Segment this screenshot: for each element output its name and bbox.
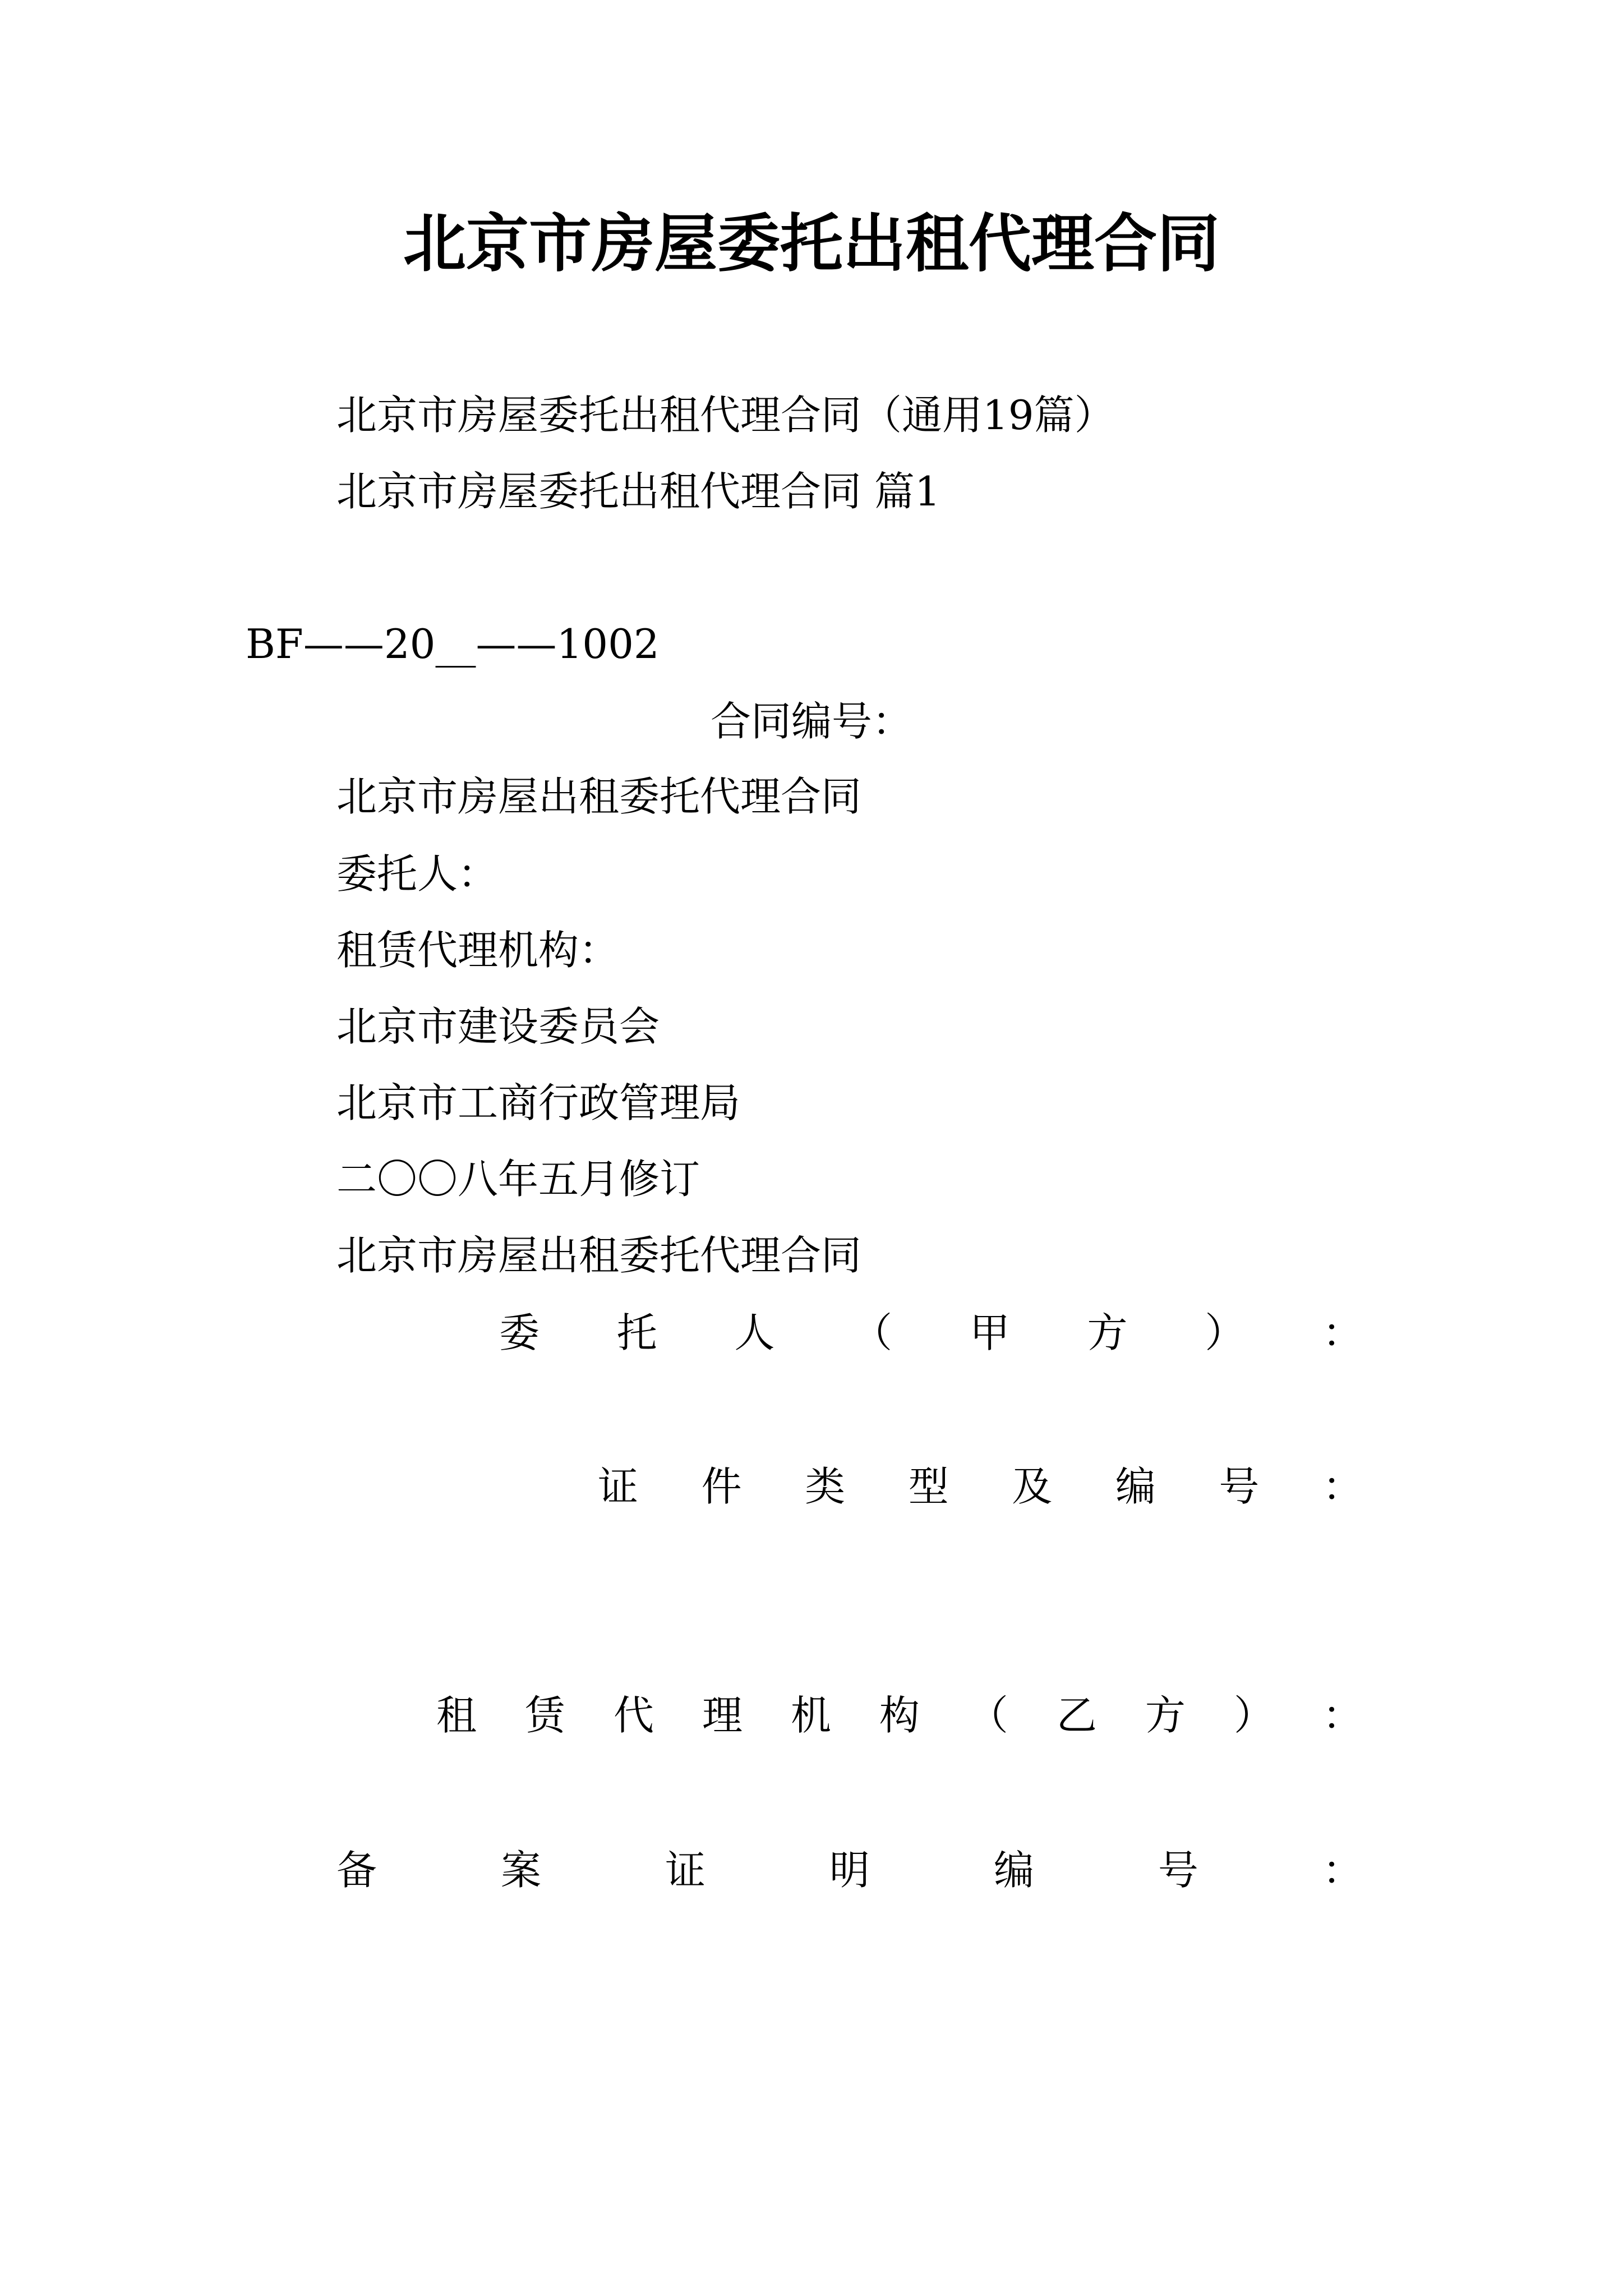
contract-name: 北京市房屋出租委托代理合同 (336, 1232, 862, 1279)
subtitle-collection: 北京市房屋委托出租代理合同（通用19篇） (336, 392, 1115, 439)
record-certificate-number-field: 备 案 证 明 编 号 ： (336, 1847, 1363, 1894)
id-type-number-field: 证 件 类 型 及 编 号 ： (598, 1463, 1363, 1510)
revision-date: 二〇〇八年五月修订 (336, 1156, 700, 1203)
principal-label: 委托人： (336, 850, 499, 898)
issuer-industry-commerce-bureau: 北京市工商行政管理局 (336, 1079, 741, 1126)
contract-number-label: 合同编号： (710, 698, 912, 745)
issuer-construction-committee: 北京市建设委员会 (336, 1003, 660, 1050)
cover-contract-name: 北京市房屋出租委托代理合同 (336, 773, 862, 820)
agency-label: 租赁代理机构： (336, 927, 620, 974)
form-code: BF——20__——1002 (246, 620, 660, 668)
document-title: 北京市房屋委托出租代理合同 (403, 207, 1220, 280)
principal-party-field: 委 托 人 （ 甲 方 ） ： (499, 1309, 1363, 1356)
agency-party-field: 租 赁 代 理 机 构 （ 乙 方 ） ： (436, 1692, 1363, 1739)
subtitle-part: 北京市房屋委托出租代理合同 篇1 (336, 468, 940, 515)
